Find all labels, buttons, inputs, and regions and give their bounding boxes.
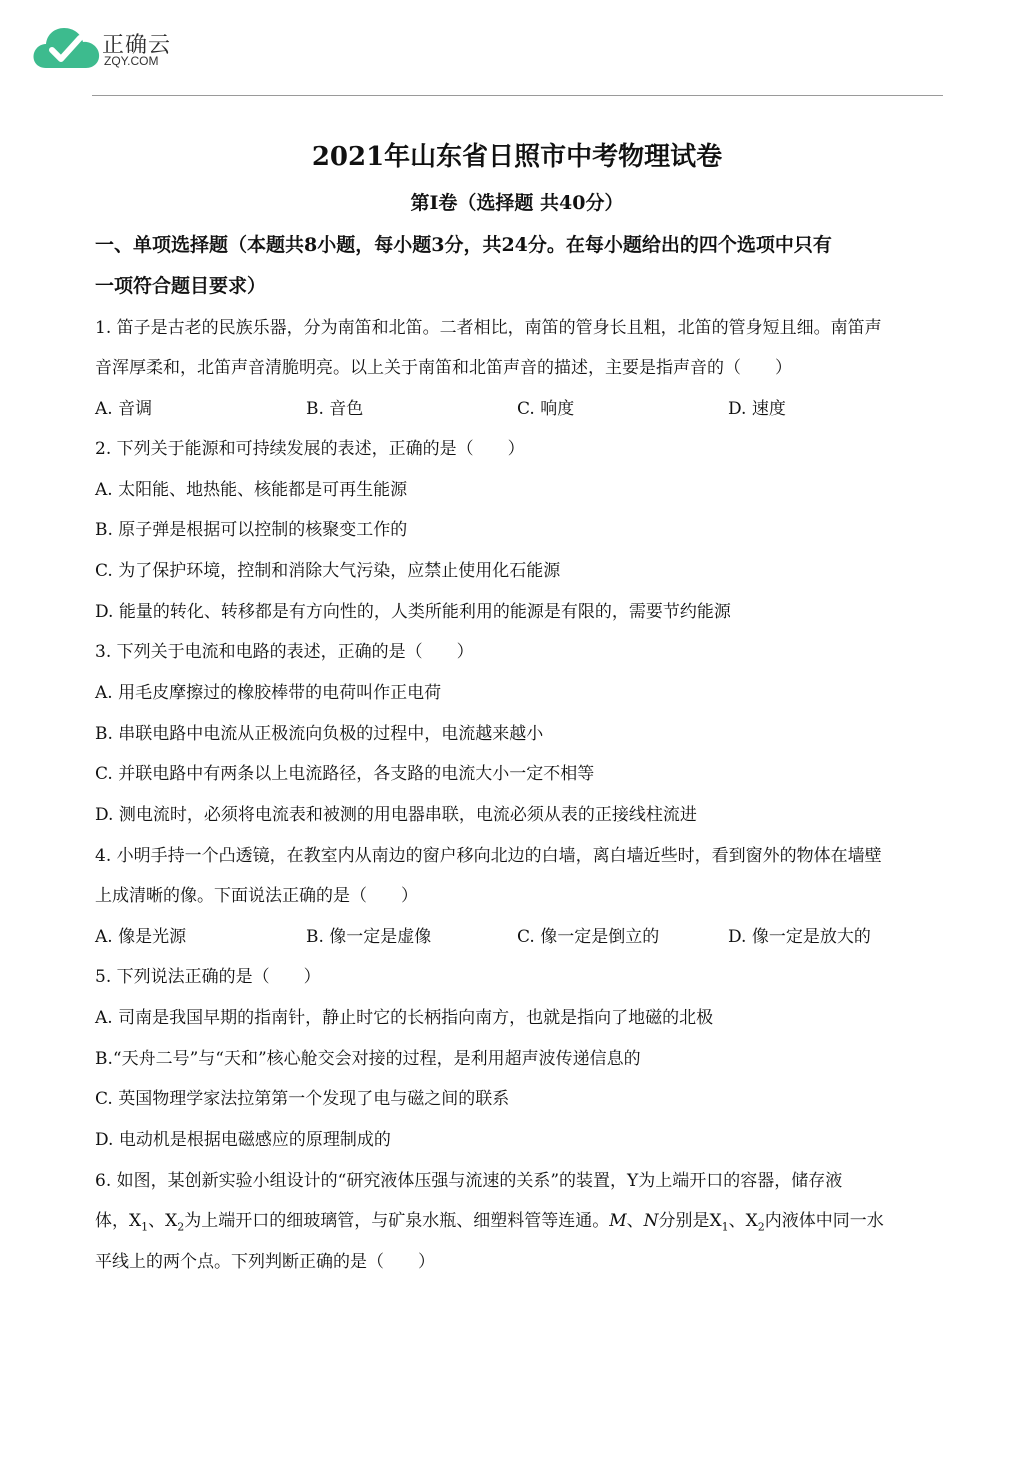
q3-option-a: A. 用毛皮摩擦过的橡胶棒带的电荷叫作正电荷 — [95, 683, 442, 703]
header-divider — [92, 95, 943, 96]
q4-option-a: A. 像是光源 — [95, 927, 187, 947]
q1-option-c: C. 响度 — [517, 399, 575, 419]
q3-option-b: B. 串联电路中电流从正极流向负极的过程中，电流越来越小 — [95, 724, 544, 744]
q6-stem-line1: 6. 如图，某创新实验小组设计的“研究液体压强与流速的关系”的装置，Y为上端开口的容器，储存液 — [95, 1171, 843, 1191]
q2-option-a: A. 太阳能、地热能、核能都是可再生能源 — [95, 480, 408, 500]
q2-option-d: D. 能量的转化、转移都是有方向性的，人类所能利用的能源是有限的，需要节约能源 — [95, 602, 731, 622]
q5-option-a: A. 司南是我国早期的指南针，静止时它的长柄指向南方，也就是指向了地磁的北极 — [95, 1008, 714, 1028]
q4-option-b: B. 像一定是虚像 — [306, 927, 432, 947]
brand-name: 正确云 — [102, 33, 172, 58]
q6-stem-line2: 体，$X_1$、$X_2$为上端开口的细玻璃管，与矿泉水瓶、细塑料管等连通。M、N分别是$X_1$、$X_2$内液体中同一水 — [95, 1211, 884, 1234]
q1-option-a: A. 音调 — [95, 399, 153, 419]
q1-stem-line1: 1. 笛子是古老的民族乐器，分为南笛和北笛。二者相比，南笛的管身长且粗，北笛的管身短且细。南笛声 — [95, 318, 882, 338]
page-subtitle: 第Ⅰ卷（选择题 共40分） — [410, 192, 624, 214]
section-heading-line2: 一项符合题目要求） — [95, 275, 267, 297]
q2-option-b: B. 原子弹是根据可以控制的核聚变工作的 — [95, 520, 408, 540]
q4-stem-line2: 上成清晰的像。下面说法正确的是（ ） — [95, 886, 418, 906]
q1-option-b: B. 音色 — [306, 399, 364, 419]
q5-option-d: D. 电动机是根据电磁感应的原理制成的 — [95, 1130, 391, 1150]
q5-stem: 5. 下列说法正确的是（ ） — [95, 967, 321, 987]
q4-option-c: C. 像一定是倒立的 — [517, 927, 660, 947]
brand-domain: ZQY.COM — [104, 54, 159, 68]
q5-option-b: B.“天舟二号”与“天和”核心舱交会对接的过程，是利用超声波传递信息的 — [95, 1049, 641, 1069]
cloud-check-icon — [30, 22, 106, 72]
q3-stem: 3. 下列关于电流和电路的表述，正确的是（ ） — [95, 642, 474, 662]
q4-option-d: D. 像一定是放大的 — [728, 927, 871, 947]
q4-stem-line1: 4. 小明手持一个凸透镜，在教室内从南边的窗户移向北边的白墙，离白墙近些时，看到窗外的物体在墙壁 — [95, 846, 882, 866]
q2-option-c: C. 为了保护环境，控制和消除大气污染，应禁止使用化石能源 — [95, 561, 561, 581]
page-title: 2021年山东省日照市中考物理试卷 — [311, 142, 723, 172]
q1-stem-line2: 音浑厚柔和，北笛声音清脆明亮。以上关于南笛和北笛声音的描述，主要是指声音的（ ） — [95, 358, 792, 378]
q2-stem: 2. 下列关于能源和可持续发展的表述，正确的是（ ） — [95, 439, 525, 459]
section-heading-line1: 一、单项选择题（本题共8小题，每小题3分，共24分。在每小题给出的四个选项中只有 — [95, 234, 832, 256]
q3-option-c: C. 并联电路中有两条以上电流路径，各支路的电流大小一定不相等 — [95, 764, 595, 784]
q6-stem-line3: 平线上的两个点。下列判断正确的是（ ） — [95, 1252, 435, 1272]
q3-option-d: D. 测电流时，必须将电流表和被测的用电器串联，电流必须从表的正接线柱流进 — [95, 805, 697, 825]
q5-option-c: C. 英国物理学家法拉第第一个发现了电与磁之间的联系 — [95, 1089, 510, 1109]
q1-option-d: D. 速度 — [728, 399, 786, 419]
